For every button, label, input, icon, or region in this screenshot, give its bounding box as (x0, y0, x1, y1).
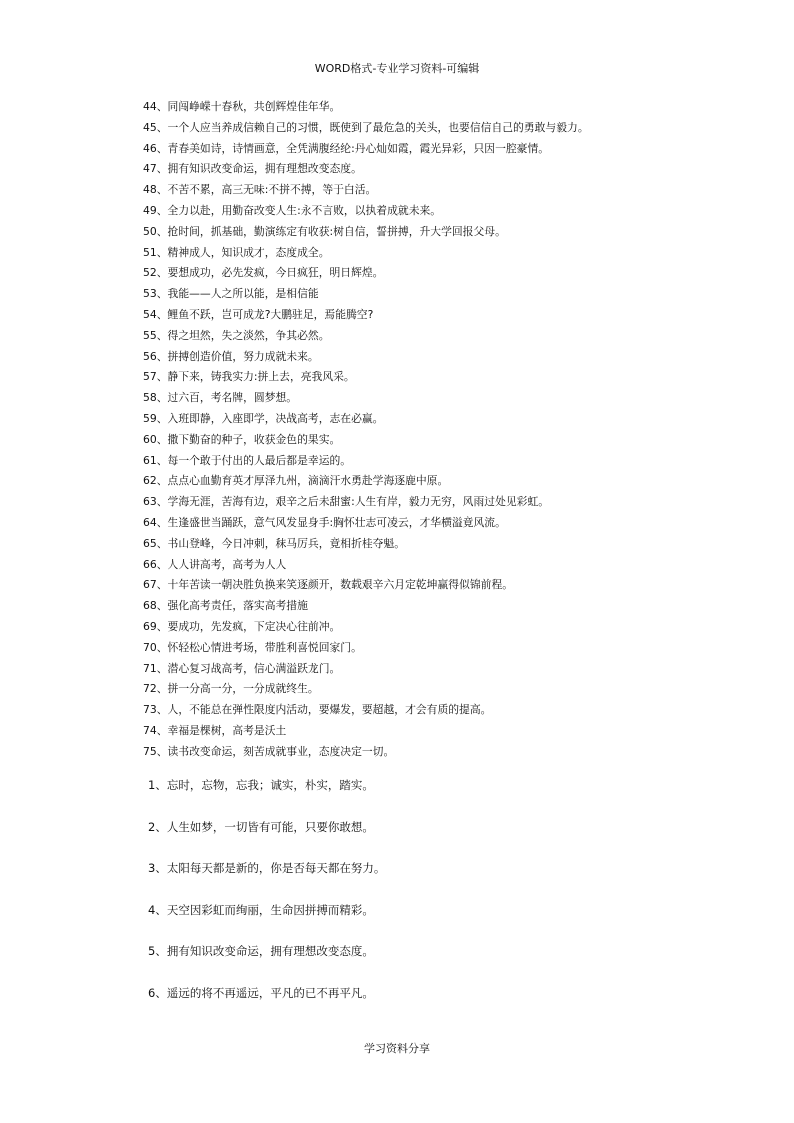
list-item: 50、抢时间，抓基础，勤演练定有收获:树自信，誓拼搏，升大学回报父母。 (143, 224, 506, 238)
list-item: 2、人生如梦，一切皆有可能，只要你敢想。 (148, 819, 374, 834)
list-item: 55、得之坦然，失之淡然，争其必然。 (143, 328, 330, 342)
slogan-list (143, 97, 763, 763)
list-item: 46、青春美如诗，诗情画意，全凭满腹经纶:丹心灿如霞，霞光异彩，只因一腔豪情。 (143, 141, 550, 155)
list-item: 63、学海无涯，苦海有边，艰辛之后未甜蜜:人生有岸，毅力无穷，风雨过处见彩虹。 (143, 495, 550, 509)
list-item: 69、要成功，先发疯，下定决心往前冲。 (143, 619, 341, 633)
list-item: 66、人人讲高考，高考为人人 (143, 557, 287, 571)
list-item: 4、天空因彩虹而绚丽，生命因拼搏而精彩。 (148, 902, 374, 917)
list-item: 51、精神成人，知识成才，态度成全。 (143, 245, 330, 259)
list-item: 56、拼搏创造价值，努力成就未来。 (143, 349, 319, 363)
list-item: 59、入班即静，入座即学，决战高考，志在必赢。 (143, 411, 384, 425)
list-item: 5、拥有知识改变命运，拥有理想改变态度。 (148, 944, 374, 958)
list-item: 70、怀轻松心情进考场，带胜利喜悦回家门。 (143, 640, 362, 654)
list-item: 72、拼一分高一分，一分成就终生。 (143, 682, 319, 696)
list-item: 73、人，不能总在弹性限度内活动，要爆发，要超越，才会有质的提高。 (143, 703, 492, 717)
list-item: 68、强化高考责任，落实高考措施 (143, 599, 308, 613)
list-item: 52、要想成功，必先发疯，今日疯狂，明日辉煌。 (143, 266, 384, 280)
list-item: 57、静下来，铸我实力:拼上去，亮我风采。 (143, 370, 355, 384)
list-item: 1、忘时，忘物，忘我；诚实，朴实，踏实。 (148, 778, 374, 792)
list-item: 60、撒下勤奋的种子，收获金色的果实。 (143, 432, 341, 446)
list-item: 3、太阳每天都是新的，你是否每天都在努力。 (148, 861, 386, 875)
list-item: 61、每一个敢于付出的人最后都是幸运的。 (143, 453, 352, 467)
list-item: 53、我能——人之所以能，是相信能 (143, 287, 319, 301)
page-footer: 学习资料分享 (364, 1042, 430, 1055)
list-item: 54、鲤鱼不跃，岂可成龙?大鹏驻足，焉能腾空? (143, 307, 374, 321)
list-item: 62、点点心血勤育英才厚泽九州，滴滴汗水勇赴学海逐鹿中原。 (143, 474, 449, 488)
list-item: 71、潜心复习战高考，信心满溢跃龙门。 (143, 661, 341, 675)
list-item: 75、读书改变命运，刻苦成就事业，态度决定一切。 (143, 744, 395, 758)
list-item: 67、十年苦读一朝决胜负换来笑逐颜开，数载艰辛六月定乾坤赢得似锦前程。 (143, 578, 514, 592)
list-item: 47、拥有知识改变命运，拥有理想改变态度。 (143, 162, 362, 176)
list-item: 6、遥远的将不再遥远，平凡的已不再平凡。 (148, 985, 374, 1000)
list-item: 74、幸福是棵树，高考是沃土 (143, 723, 287, 737)
list-item: 48、不苦不累，高三无味:不拼不搏，等于白活。 (143, 183, 377, 197)
page-header: WORD格式-专业学习资料-可编辑 (314, 62, 480, 75)
list-item: 45、一个人应当养成信赖自己的习惯，既使到了最危急的关头，也要信信自己的勇敢与毅力。 (143, 120, 589, 134)
short-slogan-list (148, 773, 748, 1022)
list-item: 64、生逢盛世当踊跃，意气风发显身手:胸怀壮志可凌云，才华横溢竟风流。 (143, 515, 506, 529)
list-item: 58、过六百，考名牌，圆梦想。 (143, 391, 298, 405)
list-item: 65、书山登峰，今日冲刺，秣马厉兵，竟相折桂夺魁。 (143, 536, 406, 550)
list-item: 49、全力以赴，用勤奋改变人生:永不言败，以执着成就未来。 (143, 203, 442, 217)
list-item: 44、同闯峥嵘十春秋，共创辉煌佳年华。 (143, 100, 341, 113)
